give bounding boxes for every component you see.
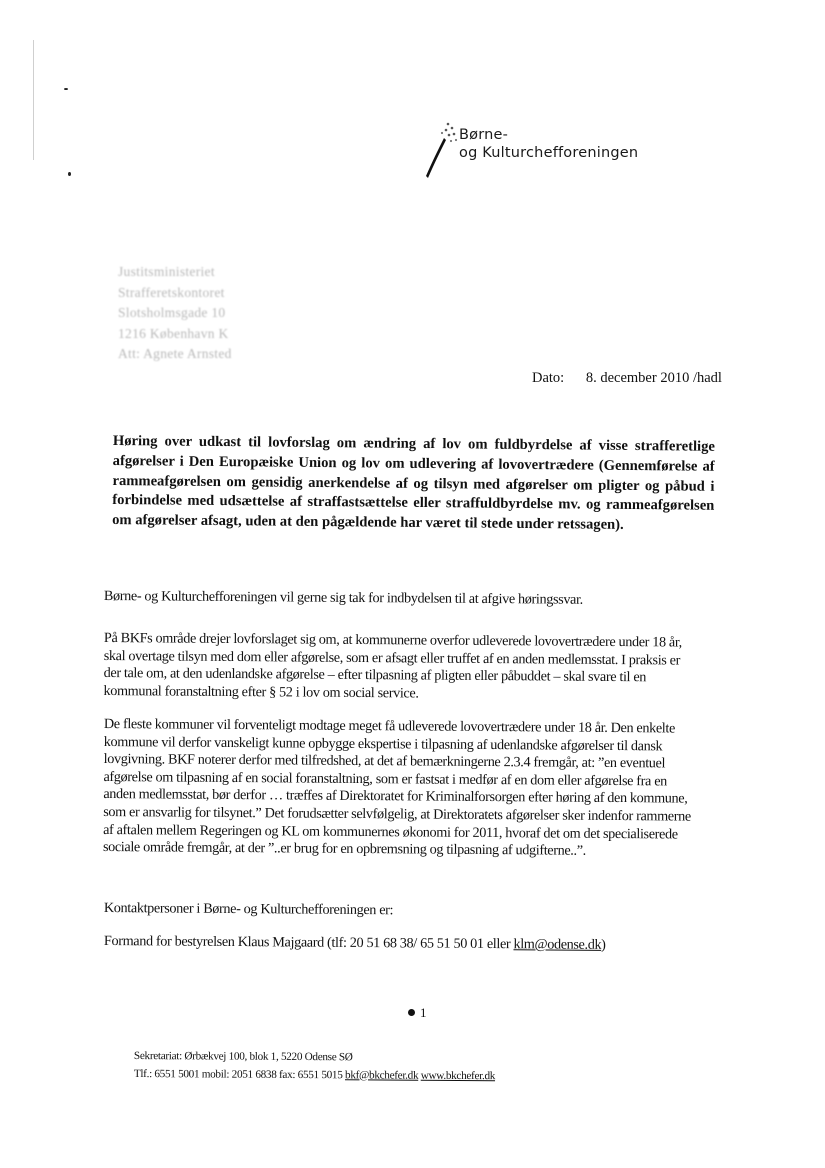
address-line: Justitsministeriet xyxy=(118,264,215,279)
paragraph-assessment: De fleste kommuner vil forventeligt modtage meget få udleverede lovovertrædere under 18 år. Den enkelte kommune vil derfor vanskeligt kunne opbygge ekspertise i tilpasning af udenlandske afgørelser til dansk lovgivning. BKF noterer derfor med tilfredshed, at det af bemærkningerne 2.3.4 fremgår, at: ”en eventuel afgørelse om tilpasning af en social foranstaltning, som er fastsat i medfør af en dom eller afgørelse fra en anden medlemsstat, bør derfor … træffes af Direktoratet for Kriminalforsorgen efter høring af den kommune, som er ansvarlig for tilsynet.” Det forudsætter selvfølgelig, at Direktoratets afgørelser sker indenfor rammerne af aftalen mellem Regeringen og KL om kommunernes økonomi for 2011, hvoraf det om det specialiserede sociale område fremgår, at der ”..er brug for en opbremsning og tilpasning af udgifterne..”. xyxy=(102,716,691,859)
recipient-address xyxy=(118,262,232,365)
date-value: 8. december 2010 /hadl xyxy=(585,370,722,386)
address-line: Strafferetskontoret xyxy=(118,284,225,300)
paragraph-scope: På BKFs område drejer lovforslaget sig om, at kommunerne overfor udleverede lovovertrædere under 18 år, skal overtage tilsyn med dom eller afgørelse, som er afsagt eller truffet af en anden medlemsstat. I praksis er der tale om, at den udenlandske afgørelse – efter tilpasning af pligten eller påbuddet – skal svare til en kommunal foranstaltning efter § 52 i lov om social service. xyxy=(103,630,682,702)
footer-website-link[interactable]: www.bkchefer.dk xyxy=(420,1069,496,1082)
address-line: Slotsholmsgade 10 xyxy=(118,305,226,320)
scan-speck xyxy=(68,172,71,176)
subject-heading: Høring over udkast til lovforslag om ændring af lov om fuldbyrdelse af visse strafferetlige afgørelser i Den Europæiske Union og lov om udlevering af lovovertrædere (Gennemførelse af rammeafgørelsen om gensidig anerkendelse af og tilsyn med afgørelser om pligter og påbud i forbindelse med udsættelse af straffastsættelse eller straffuldbyrdelse mv. og rammeafgørelsen om afgørelser afsagt, uden at den pågældende har været til stede under retssagen). xyxy=(112,432,715,534)
scan-edge-line xyxy=(33,40,34,160)
paragraph-contacts-intro: Kontaktpersoner i Børne- og Kulturchefforeningen er: xyxy=(103,900,394,919)
logo-line-1: Børne- xyxy=(459,127,509,143)
logo-figure-icon xyxy=(422,118,462,182)
contact-text: Formand for bestyrelsen Klaus Majgaard (tlf: 20 51 68 38/ 65 51 50 01 eller xyxy=(103,933,514,953)
date-label: Dato: xyxy=(532,370,565,386)
bullet-icon xyxy=(408,1009,415,1016)
organization-logo xyxy=(422,118,662,182)
address-line: 1216 København K xyxy=(118,325,229,341)
footer-address: Sekretariat: Ørbækvej 100, blok 1, 5220 Odense SØ xyxy=(133,1050,353,1064)
scan-speck xyxy=(64,88,68,90)
letter-date xyxy=(532,370,722,387)
footer-contact-line xyxy=(134,1065,495,1085)
address-line: Att: Agnete Arnsted xyxy=(118,346,232,361)
logo-line-2: og Kulturchefforeningen xyxy=(459,145,639,161)
contact-text-end: ) xyxy=(601,936,606,953)
contact-email-link[interactable]: klm@odense.dk xyxy=(513,936,602,953)
page-number-value: 1 xyxy=(420,1005,427,1020)
letter-footer xyxy=(134,1048,495,1085)
footer-email-link[interactable]: bkf@bkchefer.dk xyxy=(345,1068,419,1082)
paragraph-thanks: Børne- og Kulturchefforeningen vil gerne sig tak for indbydelsen til at afgive høringssvar. xyxy=(103,588,583,608)
page-number xyxy=(408,1005,427,1021)
footer-phones: Tlf.: 6551 5001 mobil: 2051 6838 fax: 6551 5015 xyxy=(133,1067,346,1081)
paragraph-contact-person xyxy=(104,933,700,955)
logo-text xyxy=(459,126,638,162)
